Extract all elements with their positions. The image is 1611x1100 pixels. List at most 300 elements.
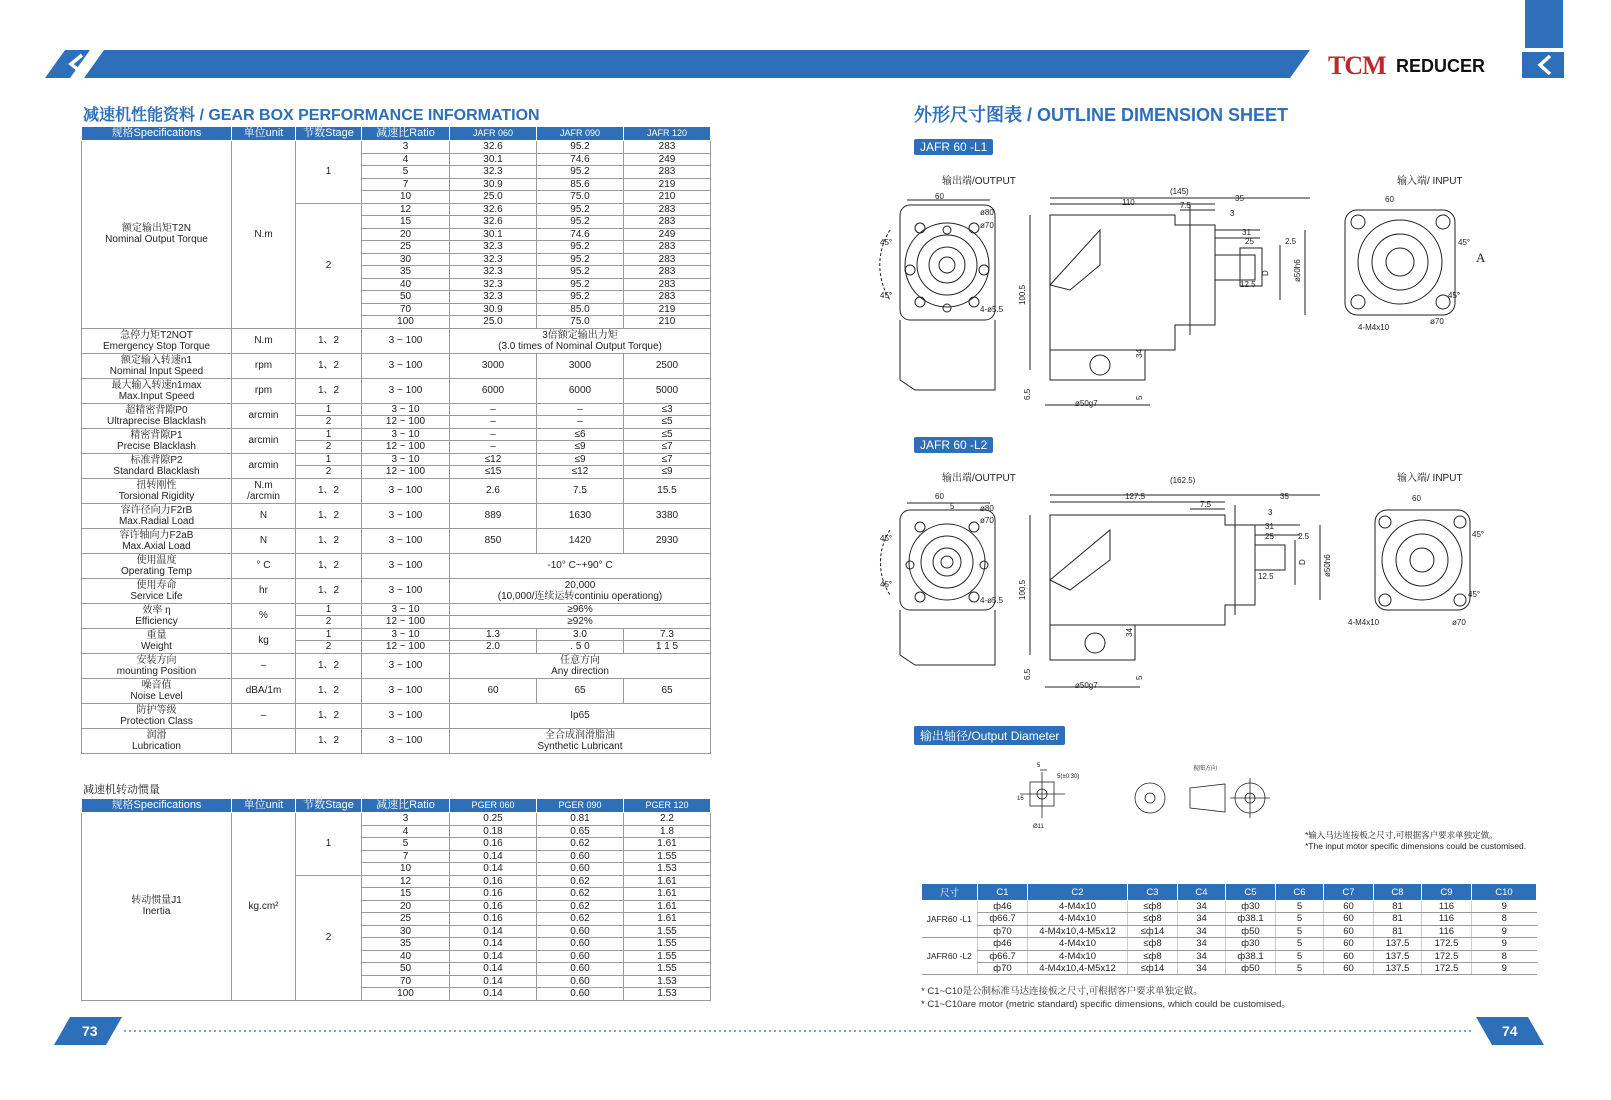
unit-text: – bbox=[260, 660, 267, 671]
torque-name bbox=[82, 141, 232, 329]
value-cell: 4 bbox=[362, 153, 450, 166]
svg-text:45°: 45° bbox=[880, 580, 893, 589]
ratio-cell: 3 ~ 100 bbox=[362, 503, 450, 528]
dim-cell: ф46 bbox=[978, 901, 1028, 913]
svg-text:2.5: 2.5 bbox=[1298, 532, 1310, 541]
svg-text:45°: 45° bbox=[1458, 238, 1471, 247]
value-cell: 70 bbox=[362, 975, 450, 988]
output-label-l2: 输出端/OUTPUT bbox=[942, 473, 1016, 484]
dim-cell: 34 bbox=[1178, 962, 1226, 974]
merged-line-1: 3倍额定输出力矩 bbox=[542, 329, 618, 341]
ratio-cell: 3 ~ 100 bbox=[362, 478, 450, 503]
value-cell: 95.2 bbox=[537, 203, 624, 216]
value-cell: 2 bbox=[296, 616, 362, 629]
merged-value bbox=[450, 728, 711, 753]
value-cell: 95.2 bbox=[537, 241, 624, 254]
value-cell: 95.2 bbox=[537, 266, 624, 279]
value-cell: 15.5 bbox=[624, 478, 711, 503]
svg-text:100.5: 100.5 bbox=[1018, 284, 1027, 305]
header-cell: 单位unit bbox=[232, 799, 296, 813]
spec-name-cn: 使用温度 bbox=[136, 554, 177, 566]
output-label-l1: 输出端/OUTPUT bbox=[942, 176, 1016, 187]
spec-name bbox=[82, 728, 232, 753]
svg-text:3: 3 bbox=[1230, 209, 1235, 218]
ratio-cell: 3 ~ 100 bbox=[362, 378, 450, 403]
svg-text:127.5: 127.5 bbox=[1125, 492, 1146, 501]
value-cell: 210 bbox=[624, 316, 711, 329]
value-cell: 32.3 bbox=[450, 166, 537, 179]
svg-text:5(±0.30): 5(±0.30) bbox=[1057, 774, 1080, 780]
svg-text:34: 34 bbox=[1135, 349, 1144, 358]
value-cell: 30.1 bbox=[450, 228, 537, 241]
header-cell: 减速比Ratio bbox=[362, 127, 450, 141]
value-cell: 95.2 bbox=[537, 291, 624, 304]
value-cell: 25 bbox=[362, 241, 450, 254]
value-cell: 2 bbox=[296, 441, 362, 454]
spec-name bbox=[82, 603, 232, 628]
value-cell: 15 bbox=[362, 888, 450, 901]
ratio-cell: 3 ~ 100 bbox=[362, 703, 450, 728]
value-cell: – bbox=[537, 416, 624, 429]
spec-name-en: Max.Input Speed bbox=[118, 390, 195, 402]
value-cell: 74.6 bbox=[537, 153, 624, 166]
value-cell: 0.62 bbox=[537, 838, 624, 851]
value-cell: 283 bbox=[624, 141, 711, 154]
dim-cell: 137.5 bbox=[1374, 950, 1422, 962]
value-cell: 0.14 bbox=[450, 950, 537, 963]
value-cell: 3.0 bbox=[537, 628, 624, 641]
l1-dimension-drawing bbox=[880, 187, 1530, 420]
footnotes bbox=[921, 985, 1291, 1011]
merged-value: ≥96% bbox=[450, 603, 711, 616]
value-cell: 35 bbox=[362, 938, 450, 951]
dim-header-cell: C8 bbox=[1374, 884, 1422, 901]
value-cell: 0.14 bbox=[450, 925, 537, 938]
header-cell: PGER 120 bbox=[624, 799, 711, 813]
value-cell: 12 ~ 100 bbox=[362, 466, 450, 479]
value-cell: 0.25 bbox=[450, 813, 537, 826]
view-direction-label: 视图方向 bbox=[1193, 766, 1218, 772]
dim-cell: 34 bbox=[1178, 901, 1226, 913]
value-cell: 3 bbox=[362, 813, 450, 826]
value-cell: 74.6 bbox=[537, 228, 624, 241]
value-cell: 15 bbox=[362, 216, 450, 229]
stage-cell: 2 bbox=[296, 203, 362, 328]
spec-unit bbox=[232, 553, 296, 578]
spec-name-en: Service Life bbox=[130, 590, 183, 602]
value-cell: 5 bbox=[362, 838, 450, 851]
dim-cell: 60 bbox=[1324, 925, 1374, 937]
spec-name-cn: 扭转刚性 bbox=[136, 479, 177, 491]
ratio-cell: 3 ~ 100 bbox=[362, 528, 450, 553]
motor-note-cn: *输入马达连接板之尺寸,可根据客户要求单独定做。 bbox=[1305, 830, 1498, 840]
value-cell: 2.6 bbox=[450, 478, 537, 503]
dim-cell: 34 bbox=[1178, 925, 1226, 937]
table-row bbox=[82, 503, 711, 528]
value-cell: 7.5 bbox=[537, 478, 624, 503]
unit-text: hr bbox=[259, 585, 268, 596]
dim-cell: 60 bbox=[1324, 938, 1374, 950]
value-cell: 1.55 bbox=[624, 938, 711, 951]
spec-name-en: Emergency Stop Torque bbox=[102, 340, 211, 352]
dim-row bbox=[922, 901, 1537, 913]
value-cell: 210 bbox=[624, 191, 711, 204]
unit-text: N bbox=[259, 510, 268, 521]
value-cell: 0.60 bbox=[537, 863, 624, 876]
value-cell: 65 bbox=[624, 678, 711, 703]
value-cell: 30.9 bbox=[450, 178, 537, 191]
table-row bbox=[82, 328, 711, 353]
ratio-cell: 3 ~ 100 bbox=[362, 578, 450, 603]
value-cell: ≤12 bbox=[537, 466, 624, 479]
merged-value bbox=[450, 553, 711, 578]
value-cell: 0.14 bbox=[450, 975, 537, 988]
dim-cell: 5 bbox=[1276, 913, 1324, 925]
inertia-table bbox=[81, 798, 711, 1001]
dim-model: JAFR60 -L2 bbox=[922, 938, 978, 975]
stage-cell: 1、2 bbox=[296, 728, 362, 753]
stage-cell: 1、2 bbox=[296, 703, 362, 728]
dim-cell: 4-M4x10 bbox=[1028, 913, 1128, 925]
merged-line-1: 全合成润滑脂油 bbox=[545, 729, 615, 741]
spec-name-cn: 防护等级 bbox=[136, 704, 177, 716]
spec-unit: kg bbox=[232, 628, 296, 653]
value-cell: 0.62 bbox=[537, 888, 624, 901]
merged-line-2: (10,000/连续运转continiu operationg) bbox=[497, 590, 663, 602]
value-cell: 3 ~ 10 bbox=[362, 453, 450, 466]
spec-name bbox=[82, 678, 232, 703]
stage-cell: 2 bbox=[296, 875, 362, 1000]
dim-cell: ≤ф14 bbox=[1128, 925, 1178, 937]
svg-text:(162.5): (162.5) bbox=[1170, 476, 1196, 485]
ratio-cell: 3 ~ 100 bbox=[362, 553, 450, 578]
value-cell: 32.3 bbox=[450, 241, 537, 254]
table-row bbox=[82, 603, 711, 616]
svg-text:45°: 45° bbox=[880, 238, 893, 247]
spec-unit bbox=[232, 528, 296, 553]
dim-cell: 9 bbox=[1472, 901, 1537, 913]
value-cell: 3000 bbox=[537, 353, 624, 378]
stage-cell: 1、2 bbox=[296, 553, 362, 578]
svg-text:5: 5 bbox=[1135, 675, 1144, 680]
svg-text:45°: 45° bbox=[1468, 590, 1481, 599]
svg-text:60: 60 bbox=[1412, 494, 1421, 503]
spec-name-cn: 急停力矩T2NOT bbox=[120, 329, 193, 341]
unit-text: rpm bbox=[254, 385, 273, 396]
spec-name-cn: 精密背隙P1 bbox=[130, 429, 183, 441]
value-cell: 3 ~ 10 bbox=[362, 428, 450, 441]
value-cell: 50 bbox=[362, 291, 450, 304]
value-cell: 3 bbox=[362, 141, 450, 154]
spec-unit bbox=[232, 478, 296, 503]
value-cell: 12 ~ 100 bbox=[362, 641, 450, 654]
value-cell: 95.2 bbox=[537, 141, 624, 154]
merged-line-1: 任意方向 bbox=[560, 654, 600, 666]
spec-unit bbox=[232, 353, 296, 378]
svg-text:5: 5 bbox=[1135, 395, 1144, 400]
dim-cell: 5 bbox=[1276, 938, 1324, 950]
page-number-left: 73 bbox=[82, 1023, 98, 1039]
merged-line-1: -10° C~+90° C bbox=[547, 560, 613, 571]
value-cell: 1.55 bbox=[624, 925, 711, 938]
dim-cell: ≤ф8 bbox=[1128, 950, 1178, 962]
svg-text:4-ø5.5: 4-ø5.5 bbox=[980, 305, 1004, 314]
ratio-cell: 3 ~ 100 bbox=[362, 328, 450, 353]
svg-text:ø70: ø70 bbox=[980, 516, 994, 525]
value-cell: 3 ~ 10 bbox=[362, 628, 450, 641]
value-cell: 20 bbox=[362, 228, 450, 241]
value-cell: 70 bbox=[362, 303, 450, 316]
value-cell: 2.2 bbox=[624, 813, 711, 826]
dim-cell: ф50 bbox=[1226, 925, 1276, 937]
svg-text:ø70: ø70 bbox=[1452, 618, 1466, 627]
value-cell: 0.16 bbox=[450, 913, 537, 926]
value-cell: 0.60 bbox=[537, 938, 624, 951]
spec-name-cn: 润滑 bbox=[146, 729, 167, 741]
value-cell: 1.55 bbox=[624, 963, 711, 976]
spec-name bbox=[82, 353, 232, 378]
spec-name-cn: 容许径向力F2rB bbox=[120, 504, 193, 516]
outline-title: 外形尺寸图表 / OUTLINE DIMENSION SHEET bbox=[914, 105, 1289, 125]
value-cell: . 5 0 bbox=[537, 641, 624, 654]
spec-name-cn: 安装方向 bbox=[136, 654, 177, 666]
stage-cell: 1 bbox=[296, 141, 362, 204]
value-cell: 1.55 bbox=[624, 950, 711, 963]
value-cell: 0.16 bbox=[450, 888, 537, 901]
value-cell: 32.6 bbox=[450, 216, 537, 229]
value-cell: 283 bbox=[624, 291, 711, 304]
value-cell: 6000 bbox=[537, 378, 624, 403]
stage-cell: 1、2 bbox=[296, 328, 362, 353]
value-cell: 1.55 bbox=[624, 850, 711, 863]
value-cell: 283 bbox=[624, 166, 711, 179]
svg-text:35: 35 bbox=[1280, 492, 1289, 501]
svg-text:100.5: 100.5 bbox=[1018, 579, 1027, 600]
dim-cell: 5 bbox=[1276, 962, 1324, 974]
svg-text:4-M4x10: 4-M4x10 bbox=[1348, 618, 1380, 627]
model-tag-l1: JAFR 60 -L1 bbox=[914, 139, 993, 155]
svg-text:16: 16 bbox=[1017, 796, 1024, 802]
svg-text:5: 5 bbox=[950, 502, 955, 511]
dim-cell: 4-M4x10 bbox=[1028, 938, 1128, 950]
value-cell: 32.6 bbox=[450, 203, 537, 216]
stage-cell: 1、2 bbox=[296, 578, 362, 603]
spec-name-cn: 超精密背隙P0 bbox=[125, 404, 188, 416]
unit-text: rpm bbox=[254, 360, 273, 371]
svg-text:34: 34 bbox=[1125, 628, 1134, 637]
dim-model: JAFR60 -L1 bbox=[922, 901, 978, 938]
back-arrow-icon[interactable] bbox=[62, 52, 90, 76]
value-cell: 2 bbox=[296, 466, 362, 479]
dim-cell: 4-M4x10 bbox=[1028, 950, 1128, 962]
value-cell: 1.61 bbox=[624, 900, 711, 913]
spec-name-en: mounting Position bbox=[116, 665, 197, 677]
spec-unit: % bbox=[232, 603, 296, 628]
value-cell: 249 bbox=[624, 153, 711, 166]
spec-name-en: Max.Axial Load bbox=[122, 540, 191, 552]
svg-text:4-M4x10: 4-M4x10 bbox=[1358, 323, 1390, 332]
stage-cell: 1、2 bbox=[296, 528, 362, 553]
value-cell: ≤7 bbox=[624, 441, 711, 454]
value-cell: 12 ~ 100 bbox=[362, 416, 450, 429]
dim-cell: 116 bbox=[1422, 913, 1472, 925]
table-row bbox=[82, 353, 711, 378]
dim-cell: ф38.1 bbox=[1226, 950, 1276, 962]
value-cell: 0.14 bbox=[450, 938, 537, 951]
value-cell: 30 bbox=[362, 925, 450, 938]
value-cell: 0.16 bbox=[450, 838, 537, 851]
value-cell: 50 bbox=[362, 963, 450, 976]
ratio-cell: 3 ~ 100 bbox=[362, 728, 450, 753]
dim-cell: 60 bbox=[1324, 962, 1374, 974]
value-cell: 35 bbox=[362, 266, 450, 279]
dim-header-cell: C5 bbox=[1226, 884, 1276, 901]
value-cell: 850 bbox=[450, 528, 537, 553]
value-cell: 3000 bbox=[450, 353, 537, 378]
dim-cell: 116 bbox=[1422, 901, 1472, 913]
spec-name-en: Efficiency bbox=[135, 615, 178, 627]
value-cell: 12 ~ 100 bbox=[362, 441, 450, 454]
value-cell: 75.0 bbox=[537, 316, 624, 329]
value-cell: 1630 bbox=[537, 503, 624, 528]
page-number-right: 74 bbox=[1502, 1023, 1518, 1039]
spec-name bbox=[82, 378, 232, 403]
dim-cell: 4-M4x10 bbox=[1028, 901, 1128, 913]
value-cell: 1.8 bbox=[624, 825, 711, 838]
table-row bbox=[82, 428, 711, 441]
table-row bbox=[82, 141, 711, 154]
table-row bbox=[82, 703, 711, 728]
svg-text:D: D bbox=[1298, 559, 1307, 565]
inertia-name bbox=[82, 813, 232, 1001]
value-cell: 32.6 bbox=[450, 141, 537, 154]
spec-name bbox=[82, 478, 232, 503]
value-cell: 1 1 5 bbox=[624, 641, 711, 654]
value-cell: 40 bbox=[362, 950, 450, 963]
dim-row bbox=[922, 913, 1537, 925]
value-cell: 1.61 bbox=[624, 875, 711, 888]
merged-line-2: Synthetic Lubricant bbox=[537, 740, 623, 752]
value-cell: 1 bbox=[296, 403, 362, 416]
dim-header-cell: C1 bbox=[978, 884, 1028, 901]
value-cell: 283 bbox=[624, 278, 711, 291]
unit-text: N.m bbox=[254, 335, 273, 346]
dim-cell: 8 bbox=[1472, 913, 1537, 925]
motor-note bbox=[1305, 830, 1526, 852]
value-cell: 3380 bbox=[624, 503, 711, 528]
value-cell: 283 bbox=[624, 203, 711, 216]
value-cell: 95.2 bbox=[537, 216, 624, 229]
header-cell: 节数Stage bbox=[296, 799, 362, 813]
svg-text:25: 25 bbox=[1245, 237, 1254, 246]
spec-name-cn: 额定输入转速n1 bbox=[120, 354, 193, 366]
dim-header-cell: C10 bbox=[1472, 884, 1537, 901]
value-cell: 20 bbox=[362, 900, 450, 913]
dim-cell: ф38.1 bbox=[1226, 913, 1276, 925]
value-cell: 7.3 bbox=[624, 628, 711, 641]
spec-name-en: Ultraprecise Blacklash bbox=[107, 415, 206, 427]
value-cell: 25.0 bbox=[450, 316, 537, 329]
brand-logo: TCM bbox=[1328, 51, 1386, 80]
value-cell: ≤9 bbox=[624, 466, 711, 479]
unit-text-2: /arcmin bbox=[247, 490, 280, 502]
dim-cell: ≤ф8 bbox=[1128, 913, 1178, 925]
value-cell: 1420 bbox=[537, 528, 624, 553]
spec-name bbox=[82, 628, 232, 653]
dim-cell: 172.5 bbox=[1422, 950, 1472, 962]
spec-name-cn: 容许轴向力F2aB bbox=[119, 529, 194, 541]
spec-name-cn: 标准背隙P2 bbox=[130, 454, 183, 466]
dim-cell: 116 bbox=[1422, 925, 1472, 937]
dim-cell: ф46 bbox=[978, 938, 1028, 950]
dim-header-cell: C2 bbox=[1028, 884, 1128, 901]
inertia-unit: kg.cm² bbox=[232, 813, 296, 1001]
table-row bbox=[82, 528, 711, 553]
value-cell: ≤5 bbox=[624, 428, 711, 441]
value-cell: 30.1 bbox=[450, 153, 537, 166]
svg-text:2.5: 2.5 bbox=[1285, 237, 1297, 246]
value-cell: 25.0 bbox=[450, 191, 537, 204]
value-cell: 283 bbox=[624, 253, 711, 266]
value-cell: ≤9 bbox=[537, 453, 624, 466]
spec-name-cn: 使用寿命 bbox=[136, 579, 177, 591]
spec-name-en: Max.Radial Load bbox=[118, 515, 195, 527]
dim-cell: 81 bbox=[1374, 913, 1422, 925]
header-cell: 节数Stage bbox=[296, 127, 362, 141]
input-label-l2: 输入端/ INPUT bbox=[1397, 473, 1463, 484]
svg-text:D: D bbox=[1261, 270, 1270, 276]
value-cell: 6000 bbox=[450, 378, 537, 403]
dim-cell: 9 bbox=[1472, 925, 1537, 937]
value-cell: 32.3 bbox=[450, 266, 537, 279]
value-cell: 1.53 bbox=[624, 988, 711, 1001]
value-cell: 65 bbox=[537, 678, 624, 703]
value-cell: 10 bbox=[362, 863, 450, 876]
table-row bbox=[82, 578, 711, 603]
torque-name-cn: 额定输出矩T2N bbox=[122, 223, 191, 235]
header-cell: 规格Specifications bbox=[82, 799, 232, 813]
svg-text:45°: 45° bbox=[1448, 291, 1461, 300]
dim-cell: 34 bbox=[1178, 950, 1226, 962]
spec-name bbox=[82, 453, 232, 478]
dim-cell: 60 bbox=[1324, 950, 1374, 962]
spec-unit bbox=[232, 378, 296, 403]
value-cell: 219 bbox=[624, 178, 711, 191]
value-cell: 40 bbox=[362, 278, 450, 291]
merged-value bbox=[450, 703, 711, 728]
svg-text:6.5: 6.5 bbox=[1023, 668, 1032, 680]
value-cell: 85.0 bbox=[537, 303, 624, 316]
stage-cell: 1、2 bbox=[296, 353, 362, 378]
back-arrow-icon-right[interactable] bbox=[1530, 53, 1560, 77]
dim-cell: ф70 bbox=[978, 925, 1028, 937]
unit-text: N.m bbox=[254, 479, 273, 491]
spec-name-en: Precise Blacklash bbox=[117, 440, 196, 452]
inertia-title: 减速机转动惯量 bbox=[83, 784, 160, 796]
table-row bbox=[82, 378, 711, 403]
value-cell: 889 bbox=[450, 503, 537, 528]
header-cell: JAFR 090 bbox=[537, 127, 624, 141]
svg-text:45°: 45° bbox=[1472, 530, 1485, 539]
dim-cell: 34 bbox=[1178, 938, 1226, 950]
dim-cell: 5 bbox=[1276, 925, 1324, 937]
footnote-cn: * C1~C10是公制标准马达连接板之尺寸,可根据客户要求单独定做。 bbox=[921, 986, 1203, 997]
header-cell: 减速比Ratio bbox=[362, 799, 450, 813]
value-cell: ≤9 bbox=[537, 441, 624, 454]
spec-name-cn: 重量 bbox=[146, 629, 167, 641]
torque-name-en: Nominal Output Torque bbox=[105, 234, 208, 246]
value-cell: 0.16 bbox=[450, 875, 537, 888]
